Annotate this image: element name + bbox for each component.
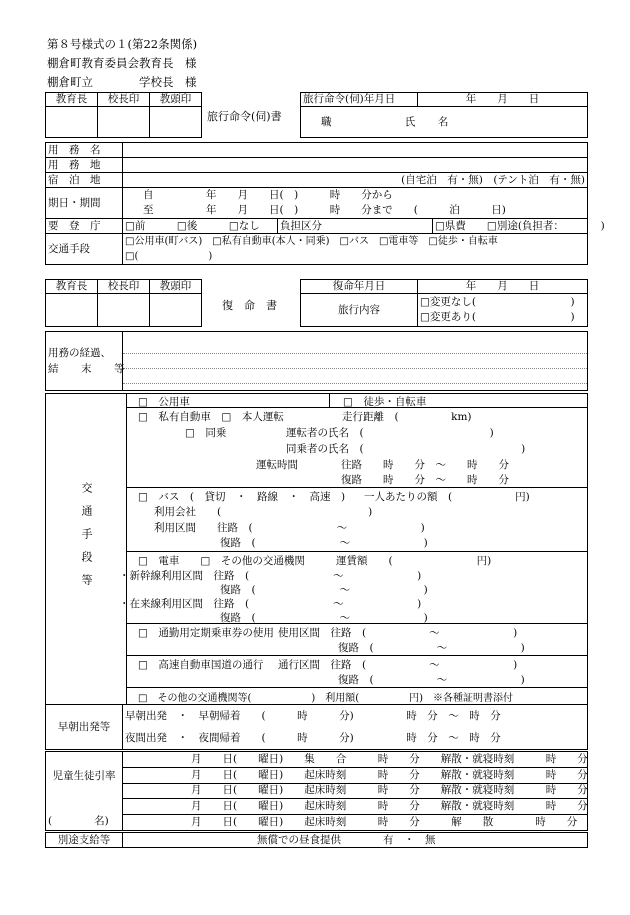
opt-private-car[interactable]: □ 私有自動車 □ 本人運転 — [138, 411, 284, 423]
bus-fare[interactable]: 一人あたりの額 ( 円) — [364, 491, 530, 503]
early-table — [45, 704, 588, 750]
stamp-box[interactable] — [98, 107, 150, 138]
purpose-label: 用 務 名 — [46, 143, 123, 158]
transport-line-1: □公用車(町バス) □私有自動車(本人・同乗) □バス □電車等 □徒歩・自転車 — [125, 236, 498, 247]
opt-other[interactable]: □ その他の交通機関等( ) 利用額( 円) ※各種証明書添付 — [138, 693, 514, 704]
opt-official-car[interactable]: □ 公用車 — [138, 396, 190, 408]
report-date-label: 復命年月日 — [301, 280, 418, 294]
change-yes: □変更あり( ) — [420, 311, 575, 323]
lodging-options[interactable]: (自宅泊 有・無) (テント泊 有・無) — [123, 173, 588, 188]
opt-train[interactable]: □ 電車 □ その他の交通機関 — [138, 555, 305, 567]
addressee: 棚倉町教育委員会教育長 様 — [47, 56, 197, 70]
stamp-box[interactable] — [98, 294, 150, 327]
opt-bus[interactable]: □ バス ( 貸切 ・ 路線 ・ 高速 ) — [138, 491, 346, 503]
driving-return[interactable]: 復路 時 分 ～ 時 分 — [341, 474, 509, 486]
early-row-1[interactable]: 早朝出発 ・ 早朝帰着 ( 時 分) 時 分 ～ 時 分 — [123, 705, 588, 728]
stamp-label: 教頭印 — [150, 280, 202, 294]
local-return[interactable]: 復路 ( ～ ) — [220, 612, 428, 624]
burden-label: 負担区分 — [278, 219, 433, 234]
extra-label: 別途支給等 — [46, 833, 123, 848]
students-count[interactable]: ( 名) — [48, 815, 109, 827]
period-to: 至 年 月 日( ) 時 分まで ( 泊 日) — [143, 204, 506, 216]
process-value[interactable] — [123, 332, 588, 391]
post-label: 職 — [321, 115, 332, 128]
order-date-label: 旅行命令(伺)年月日 — [301, 93, 418, 107]
process-label-1: 用務の経過、 — [48, 347, 111, 359]
report-title: 復 命 書 — [222, 299, 277, 312]
stamp-box[interactable] — [150, 294, 202, 327]
attend-label: 要 登 庁 — [46, 219, 123, 234]
period-label: 期日・期間 — [46, 188, 123, 219]
stamp-label: 校長印 — [98, 280, 150, 294]
place-label: 用 務 地 — [46, 158, 123, 173]
attend-options[interactable]: □前 □後 □なし — [123, 219, 278, 234]
stamp-label: 教頭印 — [150, 93, 202, 107]
content-label: 旅行内容 — [301, 294, 418, 327]
driver-name[interactable]: 運転者の氏名 ( ) — [286, 427, 494, 439]
pass-outbound[interactable]: 使用区間 往路 ( ～ ) — [278, 627, 518, 639]
bus-company[interactable]: 利用会社 ( ) — [154, 506, 373, 518]
students-label-cell — [46, 752, 123, 831]
extra-value[interactable]: 無償での昼食提供 有 ・ 無 — [123, 833, 588, 848]
form-number: 第８号様式の１(第22条関係) — [47, 37, 198, 51]
train-fare[interactable]: 運賃額 ( 円) — [336, 555, 492, 567]
student-row[interactable]: 月 日( 曜日) 起床時刻 時 分 解散・就寝時刻 時 分 — [123, 783, 588, 799]
driving-outbound[interactable]: 往路 時 分 ～ 時 分 — [341, 459, 509, 471]
student-row[interactable]: 月 日( 曜日) 起床時刻 時 分 解散・就寝時刻 時 分 — [123, 767, 588, 783]
stamp-label: 校長印 — [98, 93, 150, 107]
order-date-value[interactable]: 年 月 日 — [418, 93, 588, 107]
period-from: 自 年 月 日( ) 時 分から — [143, 189, 393, 201]
distance[interactable]: 走行距離 ( km) — [342, 411, 472, 423]
opt-expressway[interactable]: □ 高速自動車国道の通行 — [138, 659, 264, 671]
school-principal-line: 棚倉町立 学校長 様 — [47, 75, 197, 89]
lodging-label: 宿 泊 地 — [46, 173, 123, 188]
stamp-label: 教育長 — [46, 93, 98, 107]
driving-time-label: 運転時間 — [256, 459, 298, 471]
transport-side-label: 交通手段等 — [80, 482, 93, 597]
expressway-return[interactable]: 復路 ( ～ ) — [338, 674, 525, 686]
burden-options[interactable]: □県費 □別途(負担者： ) — [433, 219, 588, 234]
name-label: 氏 名 — [404, 115, 455, 128]
report-date-table — [300, 279, 588, 327]
stamp-box[interactable] — [46, 107, 98, 138]
purpose-value[interactable] — [123, 143, 588, 158]
report-date-value[interactable]: 年 月 日 — [418, 280, 588, 294]
place-value[interactable] — [123, 158, 588, 173]
local-outbound[interactable]: ・在来線利用区間 往路 ( ～ ) — [119, 598, 422, 610]
period-value[interactable] — [123, 188, 588, 219]
process-label-2: 結 末 等 — [48, 363, 131, 375]
order-title: 旅行命令(伺)書 — [207, 110, 282, 123]
students-label: 児童生徒引率 — [52, 770, 116, 782]
transport-label: 交通手段 — [46, 234, 123, 265]
change-none: □変更なし( ) — [420, 296, 575, 308]
transport-options[interactable] — [123, 234, 588, 265]
expressway-outbound[interactable]: 通行区間 往路 ( ～ ) — [278, 659, 518, 671]
shinkansen-outbound[interactable]: ・新幹線利用区間 往路 ( ～ ) — [119, 570, 422, 582]
student-row[interactable]: 月 日( 曜日) 起床時刻 時 分 解 散 時 分 — [123, 815, 588, 831]
bus-return[interactable]: 復路 ( ～ ) — [220, 537, 428, 549]
report-stamp-table — [45, 279, 202, 327]
process-table — [45, 331, 588, 391]
stamp-box[interactable] — [150, 107, 202, 138]
stamp-label: 教育長 — [46, 280, 98, 294]
post-name-row[interactable] — [301, 107, 588, 138]
bus-outbound[interactable]: 利用区間 往路 ( ～ ) — [154, 522, 425, 534]
opt-commuter-pass[interactable]: □ 通勤用定期乗車券の使用 — [138, 627, 274, 639]
students-table — [45, 751, 588, 831]
student-row[interactable]: 月 日( 曜日) 起床時刻 時 分 解散・就寝時刻 時 分 — [123, 799, 588, 815]
stamp-box[interactable] — [46, 294, 98, 327]
opt-walk-bike[interactable]: □ 徒歩・自転車 — [343, 396, 427, 408]
order-stamp-table — [45, 92, 202, 138]
change-options[interactable] — [418, 294, 588, 327]
extra-table — [45, 832, 588, 848]
passenger-name[interactable]: 同乗者の氏名 ( ) — [286, 443, 526, 455]
early-row-2[interactable]: 夜間出発 ・ 夜間帰着 ( 時 分) 時 分 ～ 時 分 — [123, 727, 588, 750]
order-details-table — [45, 142, 605, 265]
shinkansen-return[interactable]: 復路 ( ～ ) — [220, 584, 428, 596]
transport-line-2: □( ) — [125, 251, 213, 262]
pass-return[interactable]: 復路 ( ～ ) — [338, 642, 525, 654]
student-row[interactable]: 月 日( 曜日) 集 合 時 分 解散・就寝時刻 時 分 — [123, 752, 588, 768]
process-label — [46, 332, 131, 391]
order-date-table — [300, 92, 588, 138]
transport-detail-box — [45, 393, 588, 705]
opt-ride-along[interactable]: □ 同乗 — [185, 427, 227, 439]
early-label: 早朝出発等 — [46, 705, 123, 750]
